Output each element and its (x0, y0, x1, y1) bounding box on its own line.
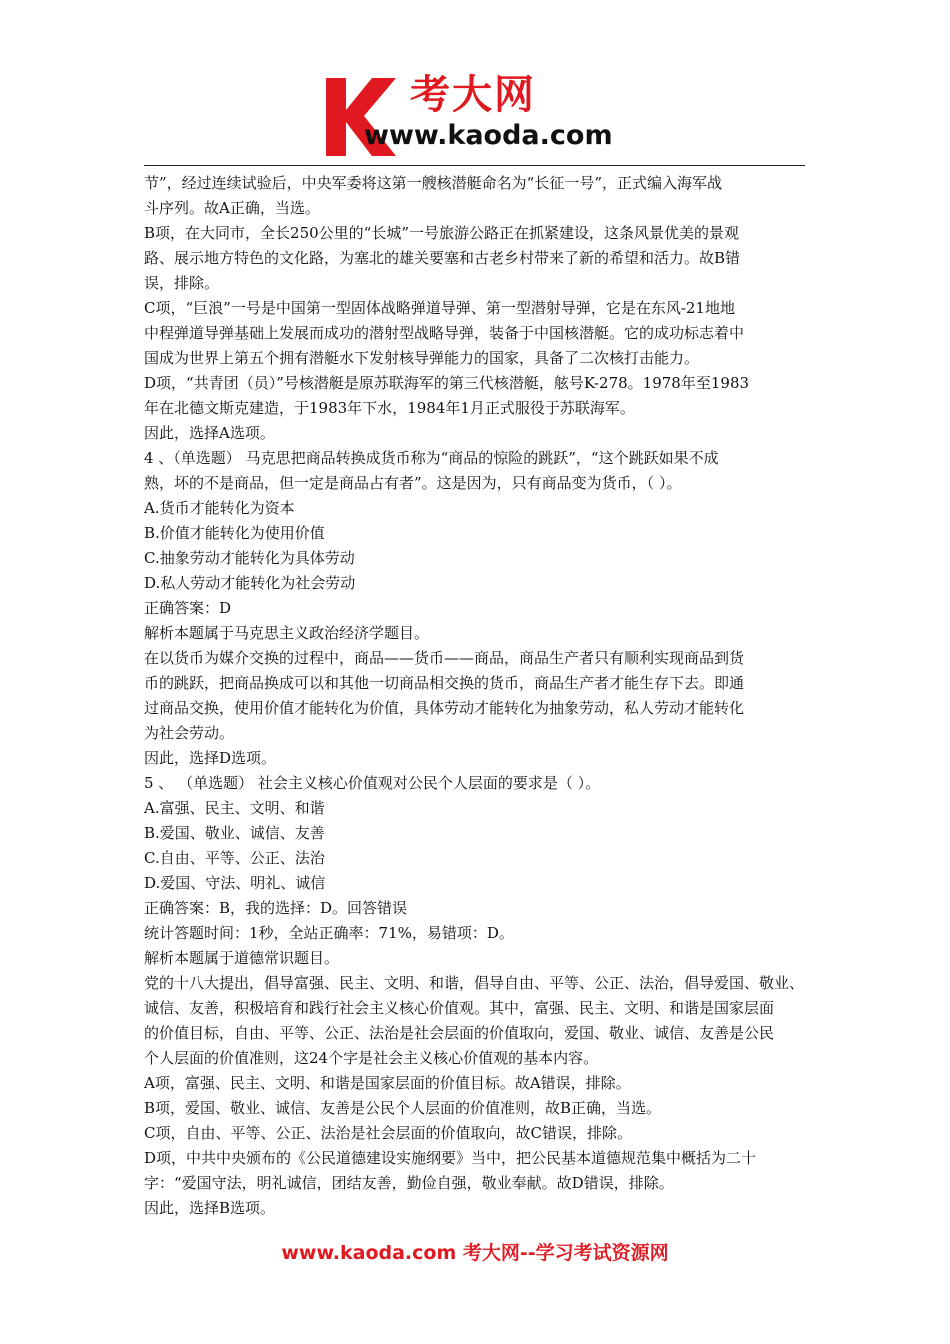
logo-chinese-name: 考大网 (410, 72, 536, 118)
text-line: 字：“爱国守法，明礼诚信，团结友善，勤俭自强，敬业奉献。故D错误，排除。 (144, 1174, 674, 1192)
text-line: C项，“巨浪”一号是中国第一型固体战略弹道导弹、第一型潜射导弹，它是在东风-21地地 (144, 299, 735, 317)
text-line: 5 、 （单选题） 社会主义核心价值观对公民个人层面的要求是（ ）。 (144, 774, 601, 792)
text-line: 为社会劳动。 (144, 724, 235, 742)
text-line: C项，自由、平等、公正、法治是社会层面的价值取向，故C错误，排除。 (144, 1124, 632, 1142)
text-line: D.爱国、守法、明礼、诚信 (144, 874, 326, 892)
text-line: B.价值才能转化为使用价值 (144, 524, 325, 542)
text-line: 解析本题属于道德常识题目。 (144, 949, 340, 967)
site-logo[interactable] (318, 72, 648, 162)
text-line: 在以货币为媒介交换的过程中，商品——货币——商品，商品生产者只有顺利实现商品到货 (144, 649, 745, 667)
footer-banner[interactable]: www.kaoda.com 考大网--学习考试资源网 (281, 1242, 669, 1264)
logo-url-text: www.kaoda.com (364, 120, 613, 151)
text-line: 过商品交换，使用价值才能转化为价值，具体劳动才能转化为抽象劳动，私人劳动才能转化 (144, 699, 745, 717)
text-line: A.货币才能转化为资本 (144, 499, 295, 517)
text-line: 节”，经过连续试验后，中央军委将这第一艘核潜艇命名为“长征一号”，正式编入海军战 (144, 174, 723, 192)
text-line: 熟，坏的不是商品，但一定是商品占有者”。这是因为，只有商品变为货币，（ ）。 (144, 474, 682, 492)
text-line: 斗序列。故A正确，当选。 (144, 199, 320, 217)
text-line: 币的跳跃，把商品换成可以和其他一切商品相交换的货币，商品生产者才能生存下去。即通 (144, 674, 745, 692)
text-line: B项，爱国、敬业、诚信、友善是公民个人层面的价值准则，故B正确，当选。 (144, 1099, 662, 1117)
text-line: 统计答题时间：1秒，全站正确率：71%，易错项：D。 (144, 924, 514, 942)
text-line: B.爱国、敬业、诚信、友善 (144, 824, 325, 842)
text-line: 正确答案：D (144, 599, 232, 617)
text-line: B项，在大同市，全长250公里的“长城”一号旅游公路正在抓紧建设，这条风景优美的景观 (144, 224, 739, 242)
text-line: 国成为世界上第五个拥有潜艇水下发射核导弹能力的国家，具备了二次核打击能力。 (144, 349, 700, 367)
text-line: 中程弹道导弹基础上发展而成功的潜射型战略导弹，装备于中国核潜艇。它的成功标志着中 (144, 324, 745, 342)
text-line: 诚信、友善，积极培育和践行社会主义核心价值观。其中，富强、民主、文明、和谐是国家层面 (144, 999, 775, 1017)
text-line: D项，“共青团（员）”号核潜艇是原苏联海军的第三代核潜艇，舷号K-278。1978年至1983 (144, 374, 750, 392)
text-line: 路、展示地方特色的文化路，为塞北的雄关要塞和古老乡村带来了新的希望和活力。故B错 (144, 249, 741, 267)
text-line: 误，排除。 (144, 274, 220, 292)
text-line: D项，中共中央颁布的《公民道德建设实施纲要》当中，把公民基本道德规范集中概括为二十 (144, 1149, 757, 1167)
text-line: C.抽象劳动才能转化为具体劳动 (144, 549, 355, 567)
text-line: 因此，选择A选项。 (144, 424, 275, 442)
text-line: 的价值目标，自由、平等、公正、法治是社会层面的价值取向，爱国、敬业、诚信、友善是公民 (144, 1024, 775, 1042)
text-line: D.私人劳动才能转化为社会劳动 (144, 574, 356, 592)
text-line: 因此，选择D选项。 (144, 749, 277, 767)
text-line: 年在北德文斯克建造，于1983年下水，1984年1月正式服役于苏联海军。 (144, 399, 635, 417)
text-line: C.自由、平等、公正、法治 (144, 849, 325, 867)
text-line: A.富强、民主、文明、和谐 (144, 799, 325, 817)
text-line: 4 、（单选题） 马克思把商品转换成货币称为“商品的惊险的跳跃”，“这个跳跃如果不成 (144, 449, 719, 467)
text-line: 正确答案：B，我的选择：D。回答错误 (144, 899, 408, 917)
text-line: 党的十八大提出，倡导富强、民主、文明、和谐，倡导自由、平等、公正、法治，倡导爱国、敬业、 (144, 974, 805, 992)
text-line: A项，富强、民主、文明、和谐是国家层面的价值目标。故A错误，排除。 (144, 1074, 631, 1092)
text-line: 因此，选择B选项。 (144, 1199, 276, 1217)
text-line: 解析本题属于马克思主义政治经济学题目。 (144, 624, 430, 642)
document-body (144, 171, 807, 1221)
header-divider (144, 165, 805, 166)
text-line: 个人层面的价值准则，这24个字是社会主义核心价值观的基本内容。 (144, 1049, 599, 1067)
